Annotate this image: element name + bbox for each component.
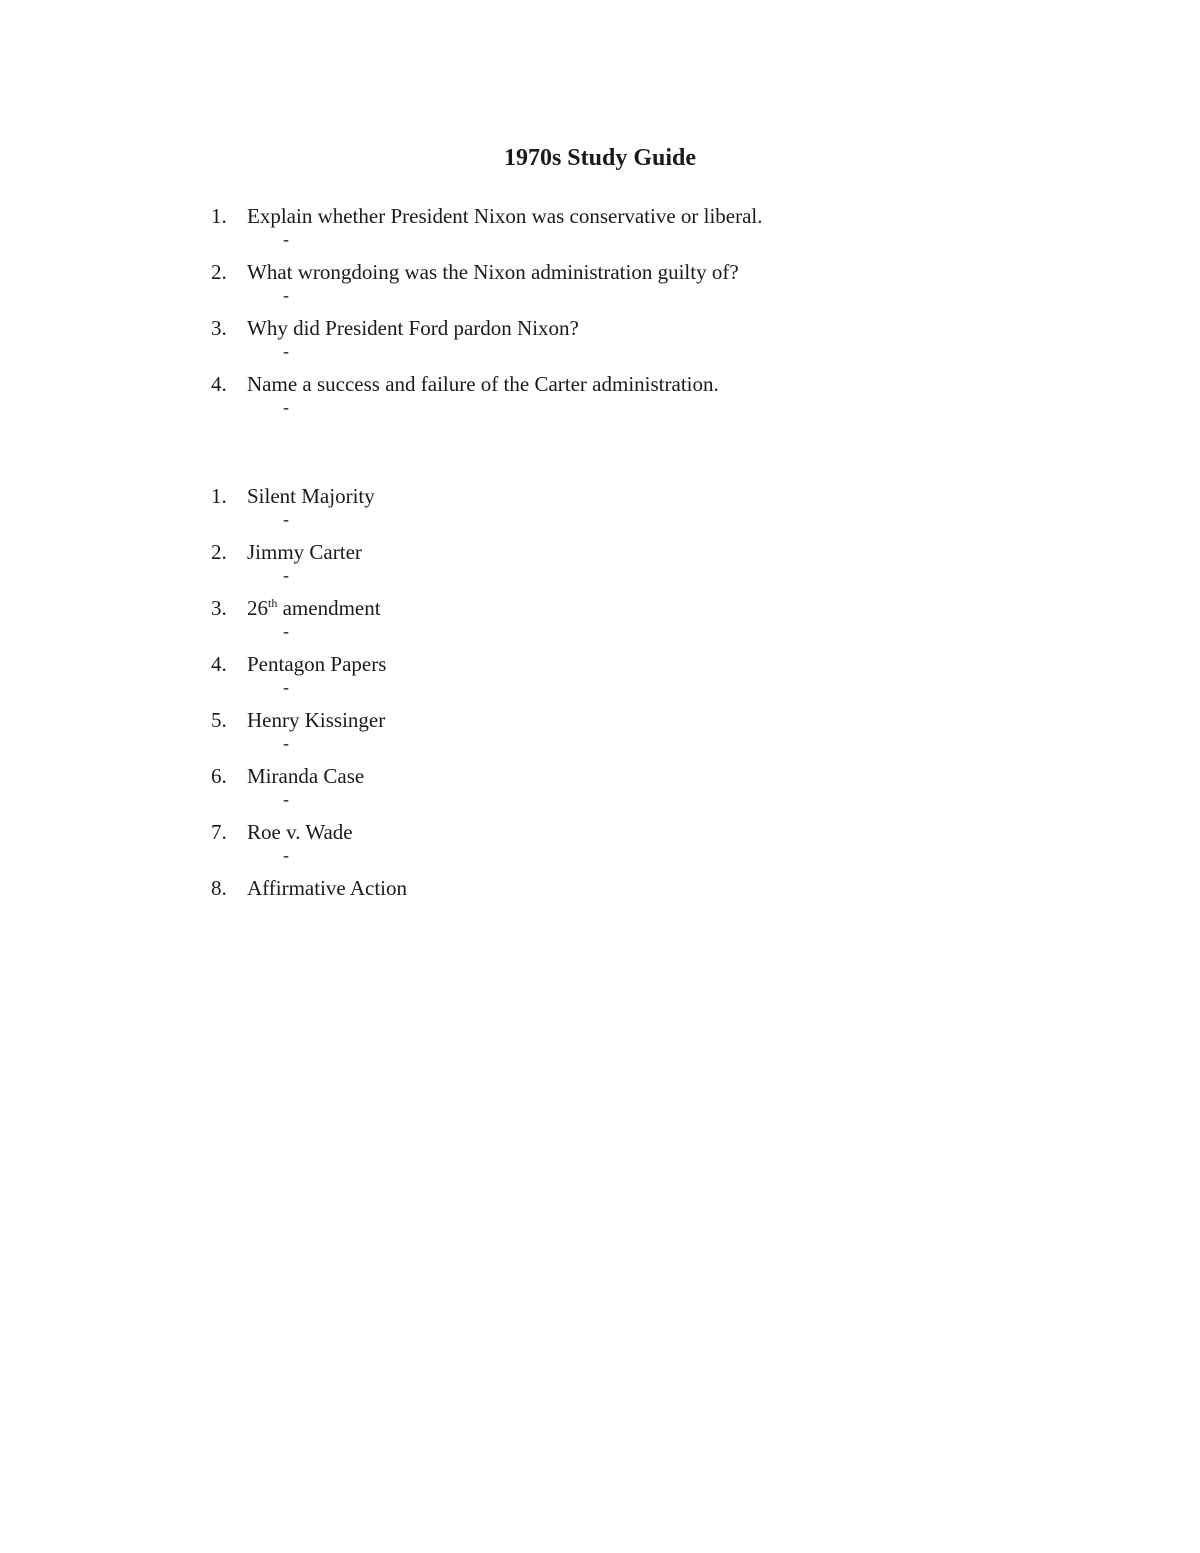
item-text: Jimmy Carter <box>247 540 362 564</box>
page-title: 1970s Study Guide <box>503 145 697 171</box>
item-number: 1. <box>211 484 227 508</box>
item-text: Miranda Case <box>247 764 365 788</box>
answer-dash: - <box>283 789 289 809</box>
answer-dash: - <box>283 565 289 585</box>
item-text: Why did President Ford pardon Nixon? <box>247 316 579 340</box>
answer-dash: - <box>283 733 289 753</box>
item-text: What wrongdoing was the Nixon administration guilty of? <box>247 260 739 284</box>
item-text: Pentagon Papers <box>247 652 387 676</box>
item-number: 2. <box>211 540 227 564</box>
item-text: Henry Kissinger <box>247 708 386 732</box>
ordinal-suffix: th <box>268 596 278 610</box>
item-number: 3. <box>211 316 227 340</box>
item-text-prefix: 26 <box>247 596 268 620</box>
item-text: Roe v. Wade <box>247 820 353 844</box>
list-item <box>0 201 1200 257</box>
answer-dash: - <box>283 229 289 249</box>
item-text: Name a success and failure of the Carter administration. <box>247 372 719 396</box>
item-number: 8. <box>211 876 227 900</box>
term-list <box>0 481 1200 929</box>
item-number: 2. <box>211 260 227 284</box>
item-text: Explain whether President Nixon was conservative or liberal. <box>247 204 763 228</box>
answer-dash: - <box>283 341 289 361</box>
list-item <box>0 873 1200 929</box>
answer-dash: - <box>283 509 289 529</box>
item-text <box>247 593 381 623</box>
item-number: 3. <box>211 596 227 620</box>
item-text: Affirmative Action <box>247 876 407 900</box>
item-number: 4. <box>211 652 227 676</box>
item-number: 1. <box>211 204 227 228</box>
item-number: 4. <box>211 372 227 396</box>
list-item <box>0 537 1200 593</box>
item-text: Silent Majority <box>247 484 375 508</box>
list-item <box>0 369 1200 425</box>
answer-dash: - <box>283 677 289 697</box>
answer-dash: - <box>283 845 289 865</box>
list-item <box>0 649 1200 705</box>
item-number: 6. <box>211 764 227 788</box>
item-number: 7. <box>211 820 227 844</box>
list-item <box>0 705 1200 761</box>
list-item <box>0 593 1200 649</box>
item-number: 5. <box>211 708 227 732</box>
answer-dash: - <box>283 621 289 641</box>
list-item <box>0 817 1200 873</box>
list-item <box>0 761 1200 817</box>
question-list <box>0 201 1200 425</box>
list-item <box>0 257 1200 313</box>
answer-dash: - <box>283 285 289 305</box>
list-item <box>0 481 1200 537</box>
item-text-suffix: amendment <box>277 596 381 620</box>
list-item <box>0 313 1200 369</box>
answer-dash: - <box>283 397 289 417</box>
